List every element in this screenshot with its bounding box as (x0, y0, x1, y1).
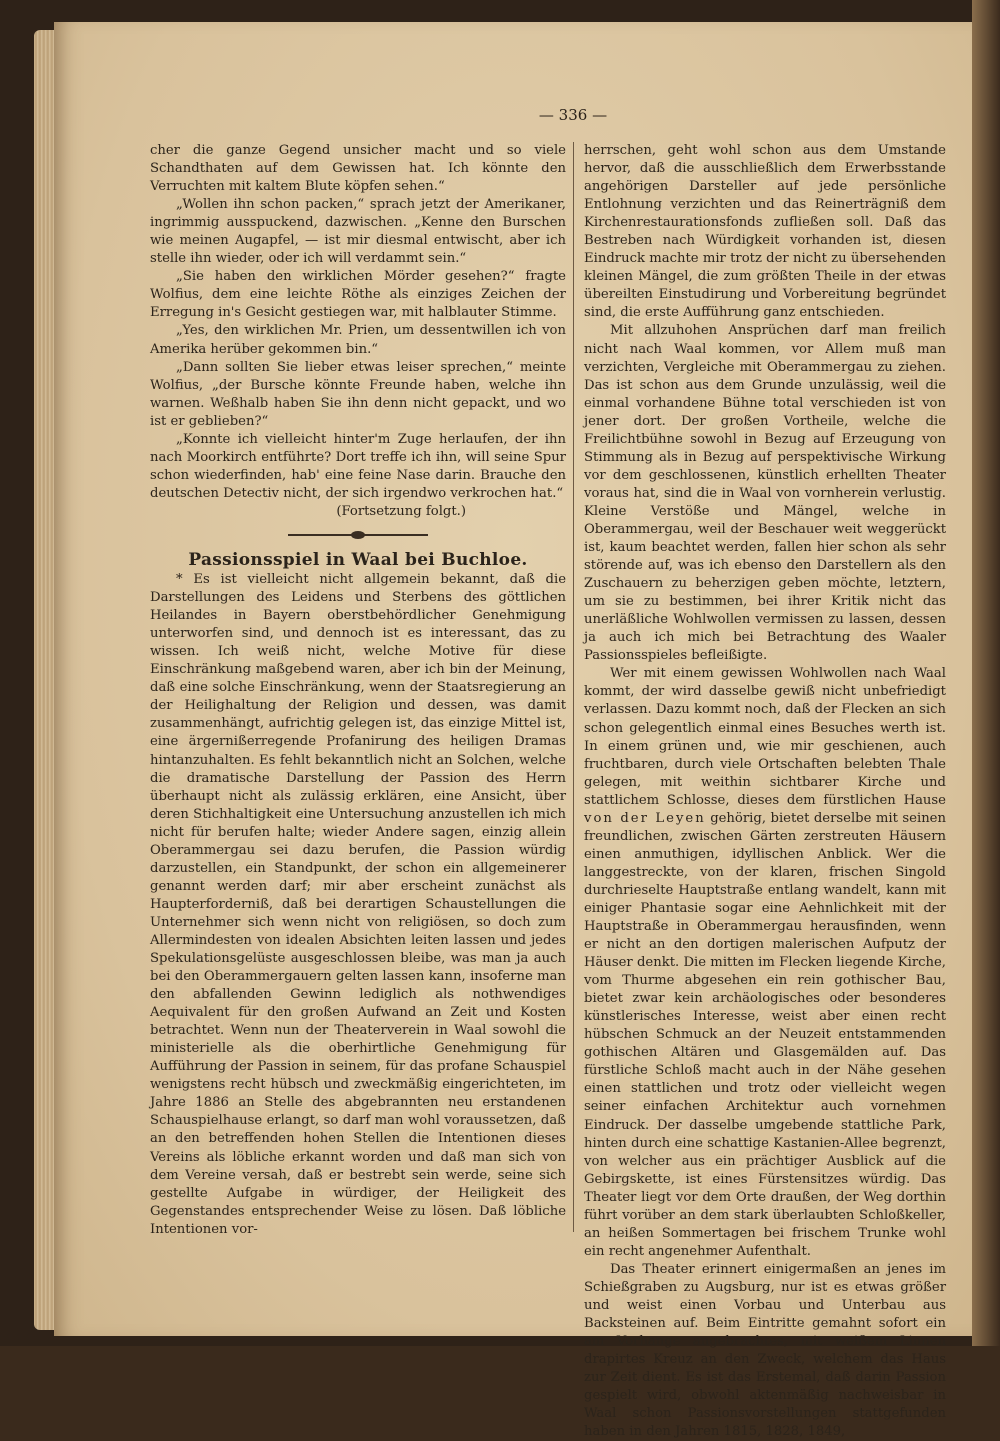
continuation-note: (Fortsetzung folgt.) (336, 503, 466, 519)
article-title: Passionsspiel in Waal bei Buchloe. (188, 549, 528, 570)
right-column (584, 142, 946, 1441)
article-paragraph: herrschen, geht wohl schon aus dem Umstande hervor, daß die ausschließlich dem Erwerbsstande angehörigen Darsteller auf jede persönliche Entlohnung verzichten und das Reinerträgniß dem Kirchenrestaurationsfonds zufließen soll. Daß das Bestreben nach Würdigkeit vorhanden ist, diesen Eindruck machte mir trotz der nicht zu übersehenden kleinen Mängel, die zum größten Theile in der etwas übereilten Einstudirung und Vorbereitung begründet sind, die erste Aufführung ganz entschieden. (584, 143, 946, 321)
story-paragraph: „Dann sollten Sie lieber etwas leiser sprechen,“ meinte Wolfius, „der Bursche könnte Freunde haben, welche ihn warnen. Weßhalb haben Sie ihn denn nicht gepackt, und wo ist er geblieben?“ (150, 359, 566, 429)
story-paragraph: cher die ganze Gegend unsicher macht und so viele Schandthaten auf dem Gewissen hat. Ich könnte den Verruchten mit kaltem Blute köpfen sehen.“ (150, 143, 566, 195)
newspaper-page (54, 22, 972, 1440)
ornament-divider (288, 531, 428, 539)
paragraph-text: Wer mit einem gewissen Wohlwollen nach Waal kommt, der wird dasselbe gewiß nicht unbefriedigt verlassen. Dazu kommt noch, daß der Flecken an sich schon gelegentlich einmal eines Besuches werth ist. In einem grünen und, wie mir geschienen, auch fruchtbaren, durch viele Ortschaften belebten Thale gelegen, mit weithin sichtbarer Kirche und stattlichem Schlosse, dieses dem fürstlichen Hause (584, 666, 946, 808)
column-divider (573, 142, 574, 1232)
page-number: — 336 — (538, 106, 608, 124)
paragraph-text: gehörig, bietet derselbe mit seinen freundlichen, zwischen Gärten zerstreuten Häusern einen anmuthigen, idyllischen Anblick. Wer die langgestreckte, von der klaren, frischen Singold durchrieselte Hauptstraße entlang wandelt, kann mit einiger Phantasie sogar eine Aehnlichkeit mit der Hauptstraße in Oberammergau herausfinden, wenn er nicht an den dortigen malerischen Aufputz der Häuser denkt. Die mitten im Flecken liegende Kirche, vom Thurme abgesehen ein rein gothischer Bau, bietet zwar kein archäologisches oder besonderes künstlerisches Interesse, weist aber einen recht hübschen Schmuck an der Neuzeit entstammenden gothischen Altären und Glasgemälden auf. Das fürstliche Schloß macht auch in der Nähe gesehen einen stattlichen und trotz oder vielleicht wegen seiner einfachen Architektur auch vornehmen Eindruck. Der dasselbe umgebende stattliche Park, hinten durch eine schattige Kastanien-Allee begrenzt, von welcher aus ein prächtiger Ausblick auf die Gebirgskette, ist eines Fürstensitzes würdig. Das Theater liegt vor dem Orte draußen, der Weg dorthin führt vorüber an dem stark überlaubten Schloßkeller, an heißen Sommertagen bei frischem Trunke wohl ein recht angenehmer Aufenthalt. (584, 810, 946, 1259)
story-paragraph: „Konnte ich vielleicht hinter'm Zuge herlaufen, der ihn nach Moorkirch entführte? Dort treffe ich ihn, will seine Spur schon wiederfinden, hab' eine feine Nase darin. Brauche den deutschen Detectiv nicht, der sich irgendwo verkrochen hat.“ (150, 431, 566, 501)
story-paragraph: „Sie haben den wirklichen Mörder gesehen?“ fragte Wolfius, dem eine leichte Röthe als einziges Zeichen der Erregung in's Gesicht gestiegen war, mit halblauter Stimme. (150, 269, 566, 321)
article-paragraph (584, 665, 946, 1261)
article-paragraph: Das Theater erinnert einigermaßen an jenes im Schießgraben zu Augsburg, nur ist es etwas größer und weist einen Vorbau und Unterbau aus Backsteinen auf. Beim Eintritte gemahnt sofort ein am Vorhange angebrachtes, mit weißem Linnen drapirtes Kreuz an den Zweck, welchem das Haus zur Zeit dient. Es ist das Erstemal, daß darin Passion gespielt wird, obwohl aktenmäßig nachweisbar in Waal schon Passionsvorstellungen stattgefunden haben in den Jahren 1815, 1828, 1849, (584, 1261, 946, 1440)
story-paragraph: „Yes, den wirklichen Mr. Prien, um dessentwillen ich von Amerika herüber gekommen bin.“ (150, 323, 566, 357)
story-paragraph: „Wollen ihn schon packen,“ sprach jetzt der Amerikaner, ingrimmig ausspuckend, dazwischen. „Kenne den Burschen wie meinen Augapfel, — ist mir diesmal entwischt, aber ich stelle ihn wieder, oder ich will verdammt sein.“ (150, 197, 566, 267)
spaced-name: von der Leyen (584, 810, 706, 826)
article-paragraph: * Es ist vielleicht nicht allgemein bekannt, daß die Darstellungen des Leidens und Sterbens des göttlichen Heilandes in Bayern oberstbehördlicher Genehmigung unterworfen sind, und dennoch ist es interessant, das zu wissen. Ich weiß nicht, welche Motive für diese Einschränkung maßgebend waren, aber ich bin der Meinung, daß eine solche Einschränkung, wenn der Staatsregierung an der Heilighaltung der Religion und dessen, was damit zusammenhängt, aufrichtig gelegen ist, das einzige Mittel ist, eine ärgernißerregende Profanirung des heiligen Dramas hintanzuhalten. Es fehlt bekanntlich nicht an Solchen, welche die dramatische Darstellung der Passion des Herrn überhaupt nicht als zulässig erklären, eine Ansicht, über deren Stichhaltigkeit eine Untersuchung anzustellen ich mich nicht für berufen halte; wieder Andere sagen, einzig allein Oberammergau sei dazu berufen, die Passion würdig darzustellen, ein Standpunkt, der schon ein allgemeinerer genannt werden darf; mir aber erscheint zunächst als Haupterforderniß, daß bei derartigen Schaustellungen die Unternehmer sich wenn nicht von religiösen, so doch zum Allermindesten von idealen Absichten leiten lassen und jedes Spekulationsgelüste ausgeschlossen bleibe, was man ja auch bei den Oberammergauern gelten lassen kann, insoferne man den abfallenden Gewinn lediglich als nothwendiges Aequivalent für den großen Aufwand an Zeit und Kosten betrachtet. Wenn nun der Theaterverein in Waal sowohl die ministerielle als die oberhirtliche Genehmigung für Aufführung der Passion in seinem, für das profane Schauspiel wenigstens recht hübsch und zweckmäßig eingerichteten, im Jahre 1886 an Stelle des abgebrannten neu erstandenen Schauspielhause erlangt, so darf man wohl voraussetzen, daß an den betreffenden hohen Stellen die Intentionen dieses Vereins als löbliche erkannt worden und daß man sich von dem Vereine versah, daß er bestrebt sein werde, seine sich gestellte Aufgabe in würdiger, der Heiligkeit des Gegenstandes entsprechender Weise zu lösen. Daß löbliche Intentionen vor- (150, 572, 566, 1237)
book-cover-edge (972, 0, 1000, 1346)
left-column (150, 142, 566, 1239)
article-paragraph: Mit allzuhohen Ansprüchen darf man freilich nicht nach Waal kommen, vor Allem muß man verzichten, Vergleiche mit Oberammergau zu ziehen. Das ist schon aus dem Grunde unzulässig, weil die einmal vorhandene Bühne total verschieden ist von jener dort. Der großen Vortheile, welche die Freilichtbühne sowohl in Bezug auf Erzeugung von Stimmung als in Bezug auf perspektivische Wirkung vor dem geschlossenen, künstlich erhellten Theater voraus hat, sind die in Waal von vornherein verlustig. Kleine Verstöße und Mängel, welche in Oberammergau, weil der Beschauer weit weggerückt ist, kaum beachtet werden, fallen hier schon als sehr störende auf, was ich ebenso den Darstellern als den Zuschauern zu beherzigen geben möchte, letztern, um sie zu bestimmen, bei ihrer Kritik nicht das unerläßliche Wohlwollen vermissen zu lassen, dessen ja auch ich mich bei Betrachtung des Waaler Passionsspieles befleißigte. (584, 323, 946, 664)
